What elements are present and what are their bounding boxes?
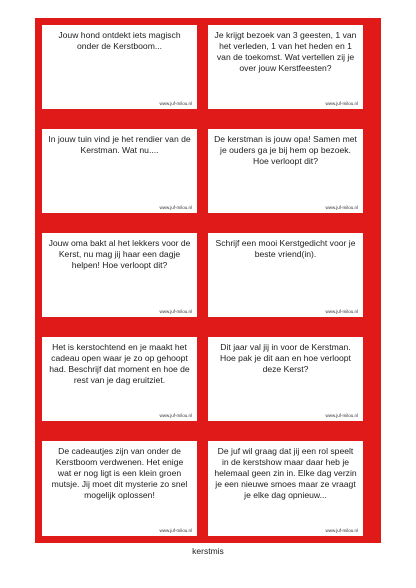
card-text: De cadeautjes zijn van onder de Kerstboom verdwenen. Het enige wat er nog ligt is een klein groen mutsje. Jij moet dit mysterie zo snel mogelijk oplossen! <box>51 446 188 500</box>
story-card <box>208 233 363 317</box>
story-card <box>42 441 197 536</box>
card-text: In jouw tuin vind je het rendier van de Kerstman. Wat nu.... <box>48 134 191 155</box>
story-card <box>42 233 197 317</box>
card-text: Jouw oma bakt al het lekkers voor de Kerst, nu mag jij haar een dagje helpen! Hoe verloopt dit? <box>48 238 191 270</box>
card-url: www.juf-milou.nl <box>159 309 192 314</box>
card-url: www.juf-milou.nl <box>325 528 358 533</box>
story-card <box>42 25 197 109</box>
card-text: Schrijf een mooi Kerstgedicht voor je beste vriend(in). <box>215 238 356 259</box>
card-text: Dit jaar val jij in voor de Kerstman. Hoe pak je dit aan en hoe verloopt deze Kerst? <box>220 342 351 374</box>
card-url: www.juf-milou.nl <box>159 413 192 418</box>
card-url: www.juf-milou.nl <box>159 205 192 210</box>
card-url: www.juf-milou.nl <box>325 101 358 106</box>
story-card <box>208 129 363 213</box>
card-text: Jouw hond ontdekt iets magisch onder de Kerstboom... <box>58 30 181 51</box>
card-url: www.juf-milou.nl <box>325 413 358 418</box>
card-url: www.juf-milou.nl <box>325 309 358 314</box>
card-text: Het is kerstochtend en je maakt het cadeau open waar je zo op gehoopt had. Beschrijf dat moment en hoe de rest van je dag eruitziet. <box>49 342 190 385</box>
story-card <box>42 337 197 421</box>
card-text: Je krijgt bezoek van 3 geesten, 1 van het verleden, 1 van het heden en 1 van de toekomst. Wat vertellen zij je over jouw Kerstfeesten? <box>214 30 357 73</box>
card-text: De juf wil graag dat jij een rol speelt in de kerstshow maar daar heb je helemaal geen zin in. Elke dag verzin je een nieuwe smoes maar ze vraagt je elke dag opnieuw... <box>214 446 357 500</box>
card-sheet <box>35 18 381 543</box>
card-url: www.juf-milou.nl <box>159 101 192 106</box>
page-footer: kerstmis <box>192 546 224 556</box>
story-card <box>208 337 363 421</box>
story-card <box>42 129 197 213</box>
card-url: www.juf-milou.nl <box>325 205 358 210</box>
story-card <box>208 25 363 109</box>
card-text: De kerstman is jouw opa! Samen met je ouders ga je bij hem op bezoek. Hoe verloopt dit? <box>214 134 357 166</box>
card-url: www.juf-milou.nl <box>159 528 192 533</box>
story-card <box>208 441 363 536</box>
